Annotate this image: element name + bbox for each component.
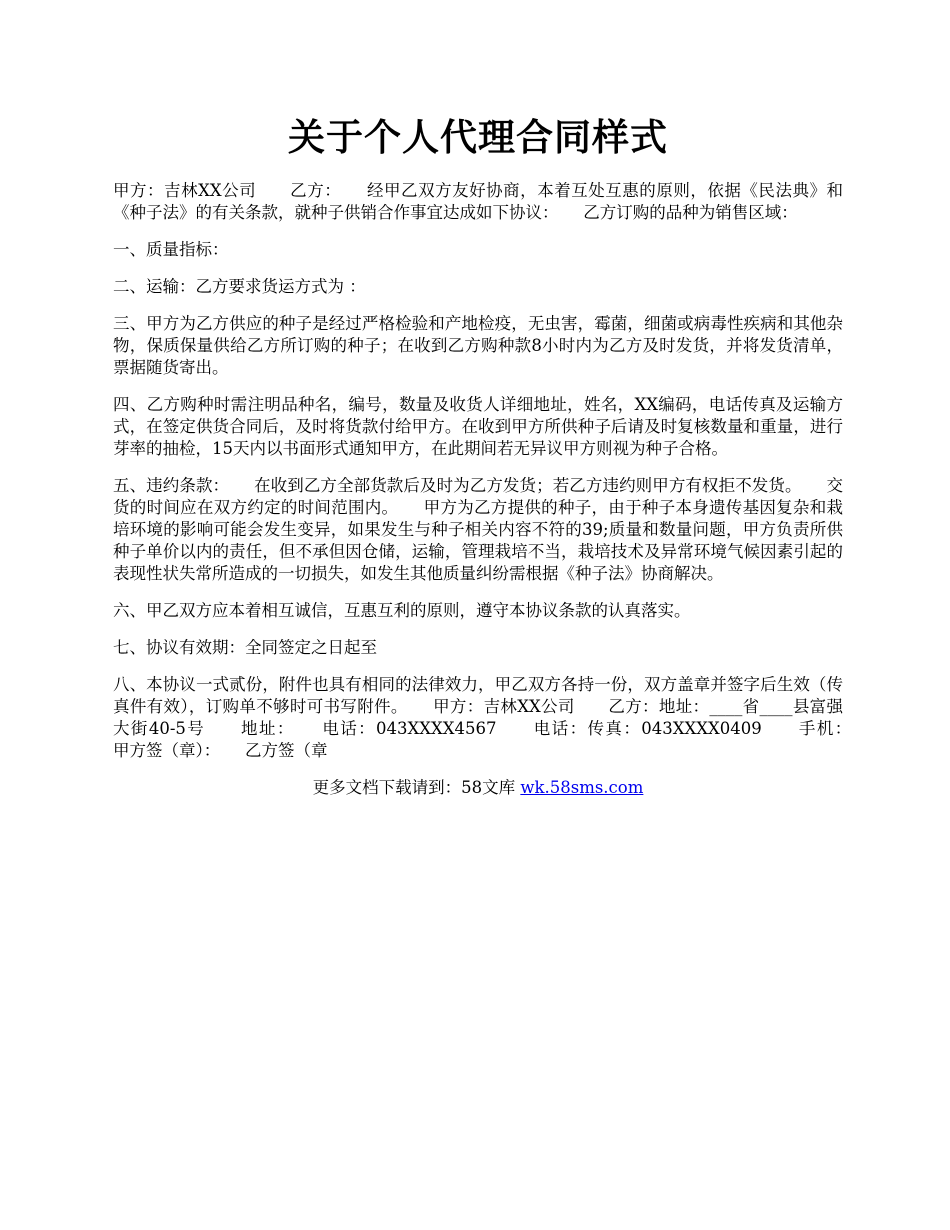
paragraph-intro: 甲方：吉林XX公司 乙方： 经甲乙双方友好协商，本着互处互惠的原则，依据《民法典》和《种子法》的有关条款，就种子供销合作事宜达成如下协议： 乙方订购的品种为销售区域： [113, 181, 843, 222]
paragraph-validity: 七、协议有效期：全同签定之日起至 [113, 638, 377, 657]
paragraph-copies-signatures: 八、本协议一式贰份，附件也具有相同的法律效力，甲乙双方各持一份，双方盖章并签字后生效（传真件有效），订购单不够时可书写附件。 甲方：吉林XX公司 乙方：地址：____省____县富强大街40-5号 地址： 电话：043XXXX4567 电话：传真：043XXXX0409 手机： 甲方签（章）： 乙方签（章 [113, 675, 876, 760]
paragraph-supply: 三、甲方为乙方供应的种子是经过严格检验和产地检疫，无虫害，霉菌，细菌或病毒性疾病和其他杂物，保质保量供给乙方所订购的种子；在收到乙方购种款8小时内为乙方及时发货，并将发货清单，票据随货寄出。 [113, 314, 843, 377]
paragraph-transport: 二、运输：乙方要求货运方式为 ： [113, 277, 366, 296]
download-footer [113, 777, 843, 799]
document-title: 关于个人代理合同样式 [288, 115, 668, 159]
document-page [113, 112, 876, 799]
footer-text: 更多文档下载请到：58文库 [312, 778, 521, 797]
paragraph-ordering: 四、乙方购种时需注明品种名，编号，数量及收货人详细地址，姓名，XX编码，电话传真及运输方式，在签定供货合同后，及时将货款付给甲方。在收到甲方所供种子后请及时复核数量和重量，进行芽率的抽检，15天内以书面形式通知甲方，在此期间若无异议甲方则视为种子合格。 [113, 395, 843, 458]
paragraph-breach: 五、违约条款： 在收到乙方全部货款后及时为乙方发货；若乙方违约则甲方有权拒不发货。 交货的时间应在双方约定的时间范围内。 甲方为乙方提供的种子，由于种子本身遗传基因复杂和栽培环境的影响可能会发生变异，如果发生与种子相关内容不符的39;质量和数量问题，甲方负责所供种子单价以内的责任，但不承但因仓储，运输，管理栽培不当，栽培技术及异常环境气候因素引起的表现性状失常所造成的一切损失，如发生其他质量纠纷需根据《种子法》协商解决。 [113, 476, 843, 583]
paragraph-good-faith: 六、甲乙双方应本着相互诚信，互惠互利的原则，遵守本协议条款的认真落实。 [113, 601, 691, 620]
paragraph-quality: 一、质量指标： [113, 240, 229, 259]
footer-link[interactable]: wk.58sms.com [520, 778, 644, 797]
